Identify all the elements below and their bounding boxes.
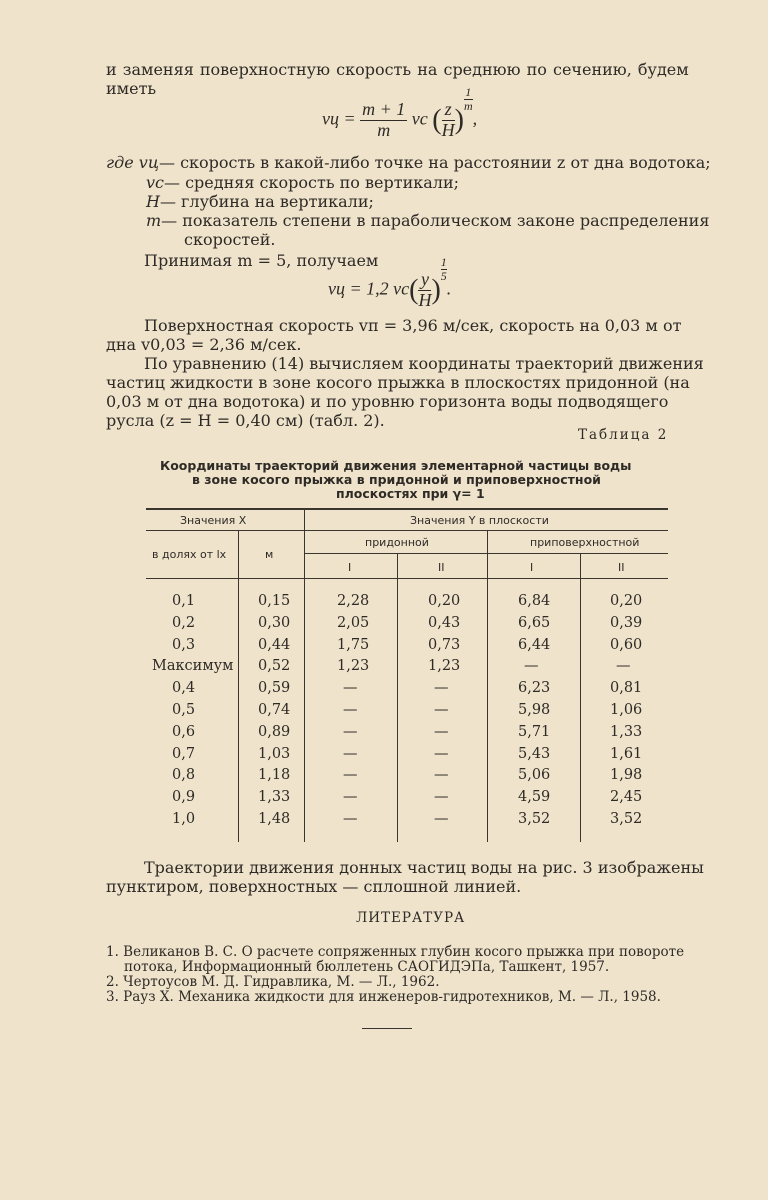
definition-2-symbol: vс: [146, 173, 164, 192]
table-cell-r8-c2: 1,03: [258, 745, 291, 762]
table-cell-r11-c1: 1,0: [172, 811, 196, 827]
table-cell-r11-c6: 3,52: [610, 811, 643, 827]
table-cell-r8-c1: 0,7: [172, 745, 196, 762]
table-cell-r5-c3: —: [343, 680, 358, 697]
table-cell-r1-c4: 0,20: [428, 593, 461, 609]
table-cell-r6-c6: 1,06: [610, 702, 643, 718]
formula-1-inner-fraction: [442, 100, 455, 141]
para1-line-1: Поверхностная скорость vп = 3,96 м/сек, скорость на 0,03 м от: [144, 316, 682, 335]
table-title-line-3: плоскостях при γ= 1: [336, 486, 485, 501]
table-label: Таблица 2: [578, 427, 669, 443]
definition-4-symbol: m: [146, 211, 162, 230]
table-cell-r1-c2: 0,15: [258, 593, 291, 609]
table-cell-r7-c3: —: [343, 723, 358, 740]
table-y-rule: [304, 530, 668, 531]
table-cell-r3-c4: 0,73: [428, 636, 461, 653]
formula-2-inner-den: H: [418, 289, 432, 310]
header-in-fractions: в долях от lx: [152, 548, 227, 561]
formula-2-exponent: [441, 256, 447, 283]
accepting-line: Принимая m = 5, получаем: [144, 251, 379, 270]
para2-line-2: частиц жидкости в зоне косого прыжка в плоскостях придонной (на: [106, 373, 690, 392]
formula-1: vц = $\frac{m + 1}{m}$ vс ( $\frac{z}{H}$ ) $\frac{1}{m}$ ,: [322, 85, 478, 140]
header-surface-II: II: [618, 561, 625, 574]
table-cell-r9-c3: —: [343, 767, 358, 784]
reference-1-line-2: потока, Информационный бюллетень САОГИДЭПа, Ташкент, 1957.: [124, 959, 610, 975]
table-cell-r9-c6: 1,98: [610, 767, 643, 784]
para1-line-2: дна v0,03 = 2,36 м/сек.: [106, 335, 302, 354]
table-cell-r8-c5: 5,43: [518, 745, 551, 762]
table-cell-r4-c2: 0,52: [258, 658, 291, 675]
table-cell-r11-c4: —: [434, 811, 449, 827]
table-cell-r4-c3: 1,23: [337, 658, 370, 675]
table-vline-5: [580, 553, 581, 842]
header-bottom-I: I: [348, 561, 352, 574]
formula-1-frac-den: m: [377, 119, 391, 140]
end-rule: [362, 1028, 412, 1029]
intro-line-2: иметь: [106, 79, 157, 98]
table-cell-r7-c1: 0,6: [172, 723, 196, 740]
table-cell-r11-c5: 3,52: [518, 811, 551, 827]
table-cell-r10-c1: 0,9: [172, 789, 196, 806]
table-cell-r5-c1: 0,4: [172, 680, 196, 697]
formula-1-fraction: [360, 100, 407, 141]
reference-2: 2. Чертоусов М. Д. Гидравлика, М. — Л., 1962.: [106, 974, 440, 990]
formula-1-tail: ,: [472, 108, 478, 129]
table-header-bottom-rule: [146, 578, 668, 579]
para2-line-3: 0,03 м от дна водотока) и по уровню горизонта воды подводящего: [106, 392, 669, 411]
header-bottom-plane: придонной: [365, 536, 429, 549]
table-cell-r6-c1: 0,5: [172, 702, 196, 718]
table-cell-r7-c2: 0,89: [258, 723, 291, 740]
definition-2: [146, 175, 459, 191]
table-cell-r4-c6: —: [616, 658, 631, 675]
table-cell-r9-c2: 1,18: [258, 767, 291, 784]
table-cell-r11-c2: 1,48: [258, 811, 291, 827]
header-surface-I: I: [530, 561, 534, 574]
formula-2-exp-den: 5: [440, 269, 447, 284]
table-cell-r2-c3: 2,05: [337, 614, 370, 631]
table-cell-r1-c1: 0,1: [172, 593, 196, 609]
table-cell-r10-c6: 2,45: [610, 789, 643, 806]
table-vline-1: [238, 530, 239, 842]
table-cell-r9-c4: —: [434, 767, 449, 784]
table-cell-r6-c2: 0,74: [258, 702, 291, 718]
table-cell-r7-c6: 1,33: [610, 723, 643, 740]
table-cell-r2-c4: 0,43: [428, 614, 461, 631]
formula-1-exp-den: m: [463, 99, 473, 114]
table-subgroup-rule: [304, 553, 668, 554]
table-cell-r1-c6: 0,20: [610, 593, 643, 609]
table-vline-4: [487, 530, 488, 842]
formula-2-tail: .: [446, 278, 452, 299]
definition-3-text: — глубина на вертикали;: [159, 192, 374, 211]
definition-4-text: — показатель степени в параболическом законе распределения: [161, 211, 710, 230]
table-cell-r2-c1: 0,2: [172, 614, 196, 631]
table-cell-r3-c5: 6,44: [518, 636, 551, 653]
intro-line-1: и заменяя поверхностную скорость на среднюю по сечению, будем: [106, 60, 689, 79]
definition-1: [106, 155, 711, 171]
formula-2-inner-num: y: [418, 270, 431, 291]
formula-2-inner-fraction: [418, 270, 431, 311]
definition-3-symbol: H: [146, 192, 160, 211]
table-title-line-2: в зоне косого прыжка в придонной и приповерхностной: [192, 472, 601, 487]
header-x-values: Значения X: [180, 514, 247, 527]
para2-line-4: русла (z = H = 0,40 см) (табл. 2).: [106, 411, 385, 430]
table-cell-r4-c5: —: [524, 658, 539, 675]
table-cell-r10-c3: —: [343, 789, 358, 806]
table-cell-r3-c3: 1,75: [337, 636, 370, 653]
table-cell-r5-c5: 6,23: [518, 680, 551, 697]
table-title-line-1: Координаты траекторий движения элементарной частицы воды: [160, 458, 632, 473]
table-cell-r8-c3: —: [343, 745, 358, 762]
reference-3: 3. Рауз Х. Механика жидкости для инженеров-гидротехников, М. — Л., 1958.: [106, 989, 661, 1005]
para2-line-1: По уравнению (14) вычисляем координаты траекторий движения: [144, 354, 704, 373]
table-cell-r8-c6: 1,61: [610, 745, 643, 762]
table-cell-r1-c3: 2,28: [337, 593, 370, 609]
table-cell-r7-c4: —: [434, 723, 449, 740]
para3-line-1: Траектории движения донных частиц воды на рис. 3 изображены: [144, 858, 704, 877]
formula-1-lhs: vц =: [322, 108, 356, 129]
formula-1-frac-num: m + 1: [362, 99, 406, 119]
table-cell-r1-c5: 6,84: [518, 593, 551, 609]
table-cell-r5-c6: 0,81: [610, 680, 643, 697]
table-cell-r4-c1: Максимум: [152, 658, 234, 675]
table-cell-r9-c5: 5,06: [518, 767, 551, 784]
header-y-values: Значения Y в плоскости: [410, 514, 549, 527]
formula-1-mid: vс: [411, 108, 428, 129]
definition-5-text: скоростей.: [184, 230, 276, 249]
table-cell-r10-c5: 4,59: [518, 789, 551, 806]
definition-1-symbol: где vц: [106, 153, 159, 172]
table-cell-r5-c4: —: [434, 680, 449, 697]
definition-4: [146, 213, 709, 229]
table-cell-r3-c2: 0,44: [258, 636, 291, 653]
header-meters: м: [265, 548, 274, 561]
table-x-rule: [146, 530, 304, 531]
definition-3: [146, 194, 374, 210]
header-bottom-II: II: [438, 561, 445, 574]
formula-1-exponent: [464, 86, 473, 113]
definition-1-text: — скорость в какой-либо точке на расстоянии z от дна водотока;: [158, 153, 711, 172]
table-cell-r6-c4: —: [434, 702, 449, 718]
table-cell-r2-c6: 0,39: [610, 614, 643, 631]
table-cell-r2-c2: 0,30: [258, 614, 291, 631]
table-cell-r10-c4: —: [434, 789, 449, 806]
references-title: ЛИТЕРАТУРА: [356, 910, 466, 926]
table-top-rule: [146, 508, 668, 510]
table-cell-r9-c1: 0,8: [172, 767, 196, 784]
table-cell-r3-c1: 0,3: [172, 636, 196, 653]
para3-line-2: пунктиром, поверхностных — сплошной линией.: [106, 877, 522, 896]
formula-2: vц = 1,2 vс( $\frac{y}{H}$ ) $\frac{1}{5}$ .: [328, 255, 452, 310]
table-cell-r3-c6: 0,60: [610, 636, 643, 653]
table-vline-2: [304, 508, 305, 842]
formula-1-inner-num: z: [442, 100, 455, 121]
table-cell-r7-c5: 5,71: [518, 723, 551, 740]
formula-2-exp-num: 1: [440, 255, 447, 270]
definition-5: [184, 232, 276, 248]
table-vline-3: [397, 553, 398, 842]
definition-2-text: — средняя скорость по вертикали;: [164, 173, 459, 192]
table-cell-r2-c5: 6,65: [518, 614, 551, 631]
formula-1-exp-num: 1: [465, 85, 472, 100]
table-cell-r4-c4: 1,23: [428, 658, 461, 675]
table-cell-r11-c3: —: [343, 811, 358, 827]
table-cell-r10-c2: 1,33: [258, 789, 291, 806]
header-surface-plane: приповерхностной: [530, 536, 640, 549]
table-cell-r8-c4: —: [434, 745, 449, 762]
table-cell-r6-c3: —: [343, 702, 358, 718]
formula-1-inner-den: H: [441, 119, 455, 140]
table-cell-r6-c5: 5,98: [518, 702, 551, 718]
table-cell-r5-c2: 0,59: [258, 680, 291, 697]
reference-1-line-1: 1. Великанов В. С. О расчете сопряженных глубин косого прыжка при повороте: [106, 944, 685, 960]
formula-2-lhs: vц = 1,2 vс: [328, 278, 410, 299]
